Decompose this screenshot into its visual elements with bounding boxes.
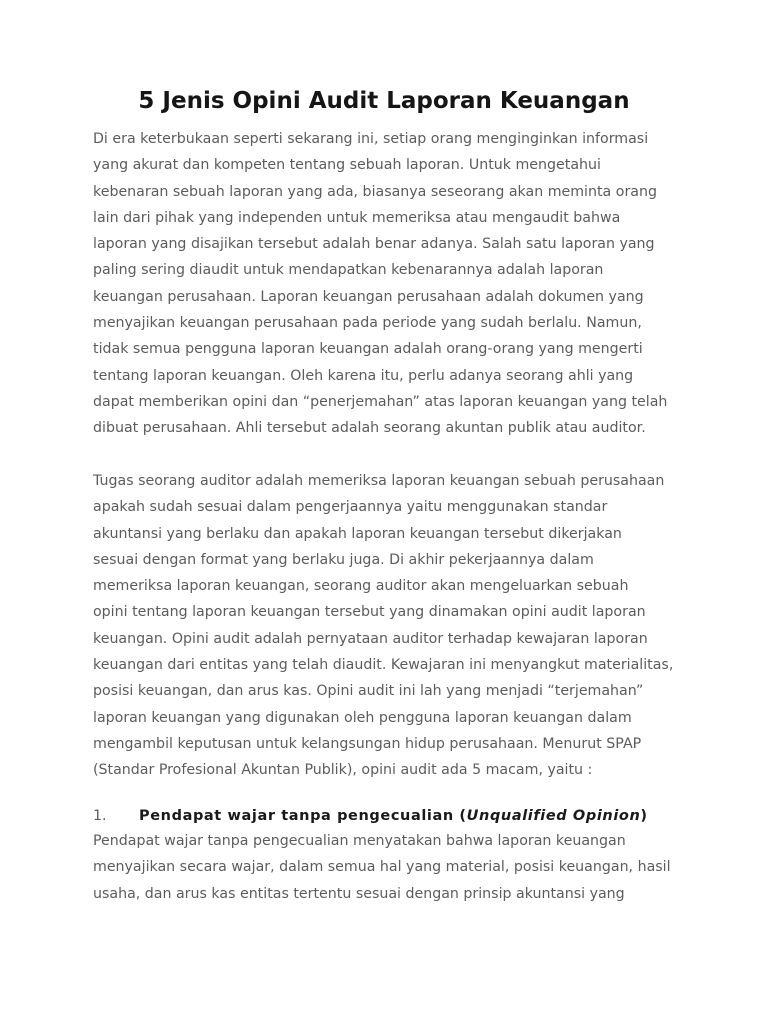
text-line: dibuat perusahaan. Ahli tersebut adalah seorang akuntan publik atau auditor. bbox=[93, 420, 646, 437]
text-line: mengambil keputusan untuk kelangsungan hidup perusahaan. Menurut SPAP bbox=[93, 735, 642, 752]
text-line: posisi keuangan, dan arus kas. Opini audit ini lah yang menjadi “terjemahan” bbox=[93, 683, 644, 700]
list-heading-suffix: ) bbox=[640, 808, 648, 824]
list-item-body bbox=[93, 828, 671, 907]
text-line: Di era keterbukaan seperti sekarang ini, setiap orang menginginkan informasi bbox=[93, 131, 649, 147]
text-line: keuangan. Opini audit adalah pernyataan auditor terhadap kewajaran laporan bbox=[93, 630, 648, 647]
text-line: laporan yang disajikan tersebut adalah benar adanya. Salah satu laporan yang bbox=[93, 236, 655, 253]
text-line: sesuai dengan format yang berlaku juga. Di akhir pekerjaannya dalam bbox=[93, 551, 594, 568]
text-line: kebenaran sebuah laporan yang ada, biasanya seseorang akan meminta orang bbox=[93, 183, 657, 200]
list-item-heading bbox=[93, 802, 648, 828]
list-heading-prefix: Pendapat wajar tanpa pengecualian ( bbox=[139, 808, 467, 824]
text-line: Tugas seorang auditor adalah memeriksa laporan keuangan sebuah perusahaan bbox=[93, 473, 665, 489]
text-line: yang akurat dan kompeten tentang sebuah laporan. Untuk mengetahui bbox=[93, 157, 601, 174]
text-line: dapat memberikan opini dan “penerjemahan” atas laporan keuangan yang telah bbox=[93, 393, 668, 410]
text-line: menyajikan keuangan perusahaan pada periode yang sudah berlalu. Namun, bbox=[93, 315, 642, 332]
paragraph-auditor-task bbox=[93, 468, 673, 784]
text-line: (Standar Profesional Akuntan Publik), opini audit ada 5 macam, yaitu : bbox=[93, 762, 593, 779]
text-line: keuangan perusahaan. Laporan keuangan perusahaan adalah dokumen yang bbox=[93, 288, 644, 305]
text-line: opini tentang laporan keuangan tersebut yang dinamakan opini audit laporan bbox=[93, 604, 646, 621]
text-line: tidak semua pengguna laporan keuangan adalah orang-orang yang mengerti bbox=[93, 341, 643, 358]
list-heading-text bbox=[139, 808, 648, 824]
list-heading-italic-term: Unqualified Opinion bbox=[466, 808, 641, 824]
text-line: laporan keuangan yang digunakan oleh pengguna laporan keuangan dalam bbox=[93, 709, 632, 726]
text-line: Pendapat wajar tanpa pengecualian menyatakan bahwa laporan keuangan bbox=[93, 833, 626, 849]
document-title: 5 Jenis Opini Audit Laporan Keuangan bbox=[138, 88, 630, 114]
text-line: akuntansi yang berlaku dan apakah laporan keuangan tersebut dikerjakan bbox=[93, 525, 622, 542]
text-line: usaha, dan arus kas entitas tertentu sesuai dengan prinsip akuntansi yang bbox=[93, 885, 625, 902]
text-line: keuangan dari entitas yang telah diaudit. Kewajaran ini menyangkut materialitas, bbox=[93, 657, 674, 674]
text-line: menyajikan secara wajar, dalam semua hal yang material, posisi keuangan, hasil bbox=[93, 859, 671, 876]
text-line: apakah sudah sesuai dalam pengerjaannya yaitu menggunakan standar bbox=[93, 499, 608, 516]
list-number: 1. bbox=[93, 808, 107, 824]
paragraph-intro bbox=[93, 126, 667, 442]
text-line: paling sering diaudit untuk mendapatkan kebenarannya adalah laporan bbox=[93, 262, 604, 279]
text-line: memeriksa laporan keuangan, seorang auditor akan mengeluarkan sebuah bbox=[93, 578, 629, 595]
text-line: lain dari pihak yang independen untuk memeriksa atau mengaudit bahwa bbox=[93, 209, 621, 226]
text-line: tentang laporan keuangan. Oleh karena itu, perlu adanya seorang ahli yang bbox=[93, 367, 634, 384]
